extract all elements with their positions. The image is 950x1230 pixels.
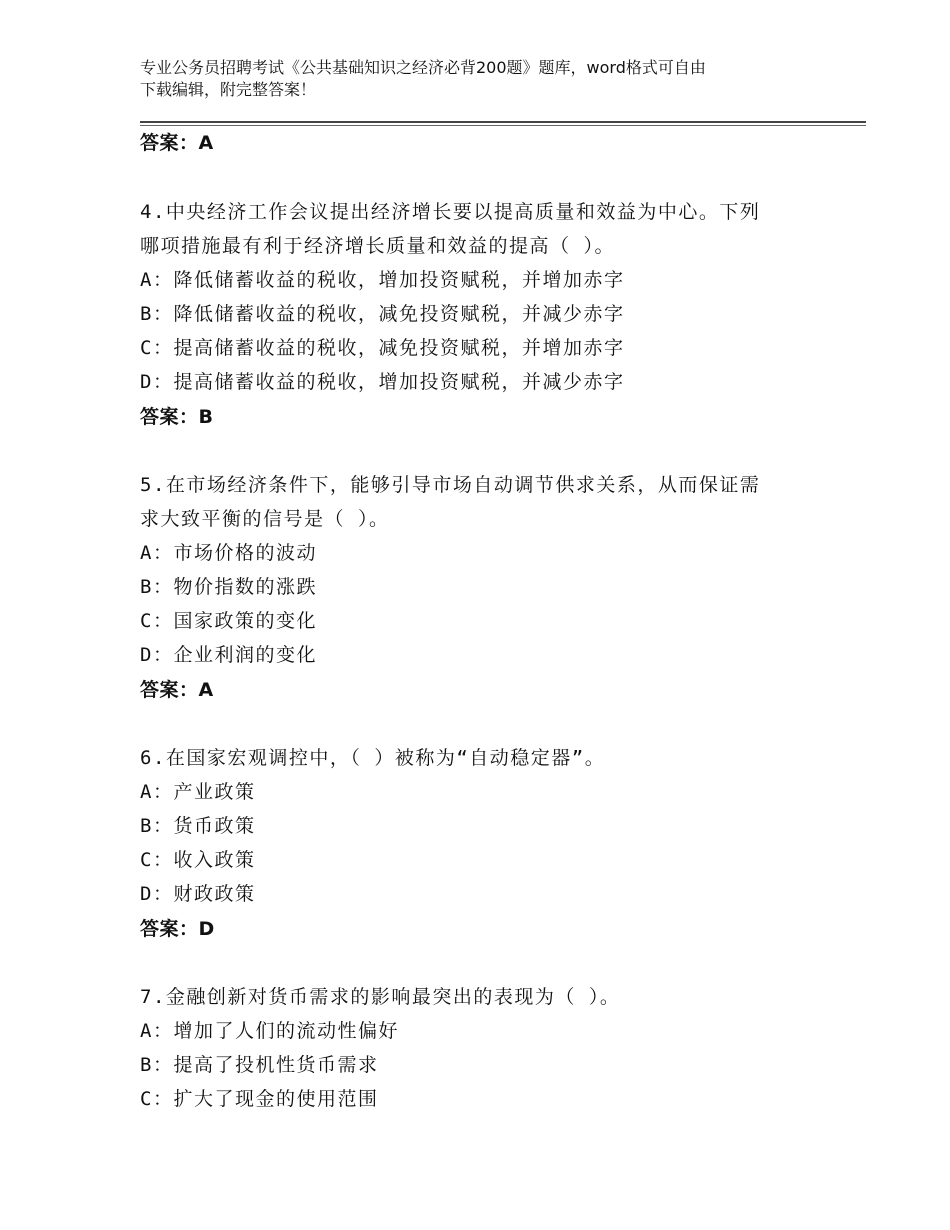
question-6-stem-line-1: 6.在国家宏观调控中，（ ）被称为“自动稳定器”。: [140, 747, 606, 769]
answer-q4: 答案：B: [140, 406, 214, 428]
question-4-stem-line-1: 4.中央经济工作会议提出经济增长要以提高质量和效益为中心。下列: [140, 201, 761, 223]
question-5-stem-line-1: 5.在市场经济条件下，能够引导市场自动调节供求关系，从而保证需: [140, 474, 761, 496]
question-6-option-a: A：产业政策: [140, 781, 256, 803]
question-4-option-c: C：提高储蓄收益的税收，减免投资赋税，并增加赤字: [140, 337, 625, 359]
question-4-stem-line-2: 哪项措施最有利于经济增长质量和效益的提高（ ）。: [140, 235, 615, 257]
question-7-option-c: C：扩大了现金的使用范围: [140, 1088, 379, 1110]
question-5-option-c: C：国家政策的变化: [140, 610, 317, 632]
question-5-option-d: D：企业利润的变化: [140, 644, 317, 666]
question-6-option-d: D：财政政策: [140, 883, 256, 905]
answer-q6: 答案：D: [140, 918, 215, 940]
question-7-stem-line-1: 7.金融创新对货币需求的影响最突出的表现为（ ）。: [140, 986, 621, 1008]
question-4-option-a: A：降低储蓄收益的税收，增加投资赋税，并增加赤字: [140, 269, 625, 291]
question-7-option-b: B：提高了投机性货币需求: [140, 1054, 379, 1076]
question-5-stem-line-2: 求大致平衡的信号是（ ）。: [140, 508, 390, 530]
question-5-option-b: B：物价指数的涨跌: [140, 576, 317, 598]
question-4-option-b: B：降低储蓄收益的税收，减免投资赋税，并减少赤字: [140, 303, 625, 325]
header-divider-thin: [140, 125, 866, 126]
header-line-1: 专业公务员招聘考试《公共基础知识之经济必背200题》题库，word格式可自由: [140, 58, 706, 77]
question-6-option-b: B：货币政策: [140, 815, 256, 837]
header-divider-thick: [140, 121, 866, 123]
question-6-option-c: C：收入政策: [140, 849, 256, 871]
document-header: [140, 57, 830, 101]
answer-q3: 答案：A: [140, 132, 214, 154]
question-4-option-d: D：提高储蓄收益的税收，增加投资赋税，并减少赤字: [140, 371, 625, 393]
header-line-2: 下载编辑，附完整答案！: [140, 80, 317, 99]
question-5-option-a: A：市场价格的波动: [140, 542, 317, 564]
question-7-option-a: A：增加了人们的流动性偏好: [140, 1020, 399, 1042]
answer-q5: 答案：A: [140, 679, 214, 701]
